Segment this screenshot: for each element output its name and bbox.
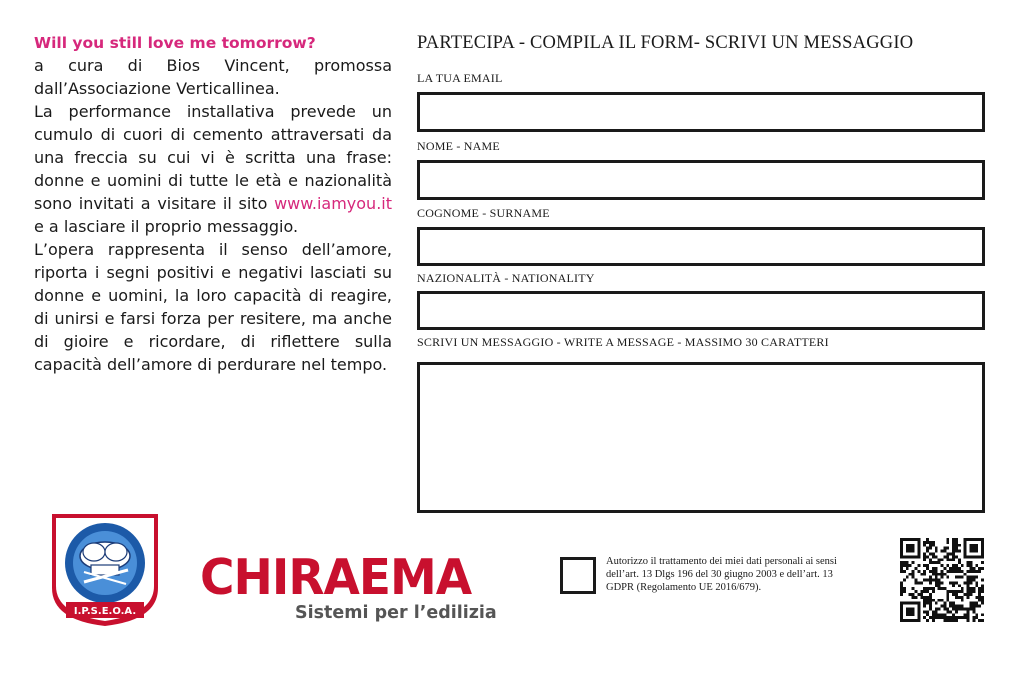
name-field[interactable]: [417, 160, 985, 200]
intro-p2-tail: e a lasciare il proprio messaggio.: [34, 217, 299, 236]
surname-label: COGNOME - SURNAME: [417, 206, 550, 220]
consent-text: Autorizzo il trattamento dei miei dati personali ai sensi dell’art. 13 Dlgs 196 del 30 giugno 2003 e dell’art. 13 GDPR (Regolamento UE 2016/679).: [606, 556, 837, 593]
intro-paragraph-2: [34, 100, 392, 238]
intro-section: [34, 34, 392, 376]
intro-p2-text: La performance installativa prevede un cumulo di cuori di cemento attraversati da una freccia su cui vi è scritta una frase: donne e uomini di tutte le età e nazionalità sono invitati a visitare il sito: [34, 102, 392, 213]
message-field[interactable]: [417, 362, 985, 513]
message-label: SCRIVI UN MESSAGGIO - WRITE A MESSAGE - MASSIMO 30 CARATTERI: [417, 335, 829, 349]
name-label: NOME - NAME: [417, 139, 500, 153]
chiraema-subtitle: Sistemi per l’edilizia: [295, 603, 497, 623]
surname-field[interactable]: [417, 227, 985, 266]
form-title: PARTECIPA - COMPILA IL FORM- SCRIVI UN MESSAGGIO: [417, 33, 914, 53]
ipseoa-logo: [44, 508, 166, 628]
intro-title: Will you still love me tomorrow?: [34, 34, 316, 52]
email-field[interactable]: [417, 92, 985, 132]
ipseoa-text: I.P.S.E.O.A.: [73, 606, 137, 617]
chiraema-name: CHIRAEMA: [200, 548, 472, 607]
email-label: LA TUA EMAIL: [417, 71, 503, 85]
nationality-field[interactable]: [417, 291, 985, 330]
chiraema-logo: [200, 548, 497, 623]
website-link[interactable]: www.iamyou.it: [274, 194, 392, 213]
nationality-label: NAZIONALITÀ - NATIONALITY: [417, 271, 595, 285]
intro-paragraph-1: a cura di Bios Vincent, promossa dall’Associazione Verticallinea.: [34, 56, 392, 98]
qr-code-icon: [900, 537, 984, 623]
intro-paragraph-3: L’opera rappresenta il senso dell’amore, riporta i segni positivi e negativi lasciati su donne e uomini, la loro capacità di reagire, di unirsi e farsi forza per resitere, ma anche di gioire e ricordare, di riflettere sulla capacità dell’amore di perdurare nel tempo.: [34, 240, 392, 374]
consent-checkbox[interactable]: [560, 557, 596, 594]
